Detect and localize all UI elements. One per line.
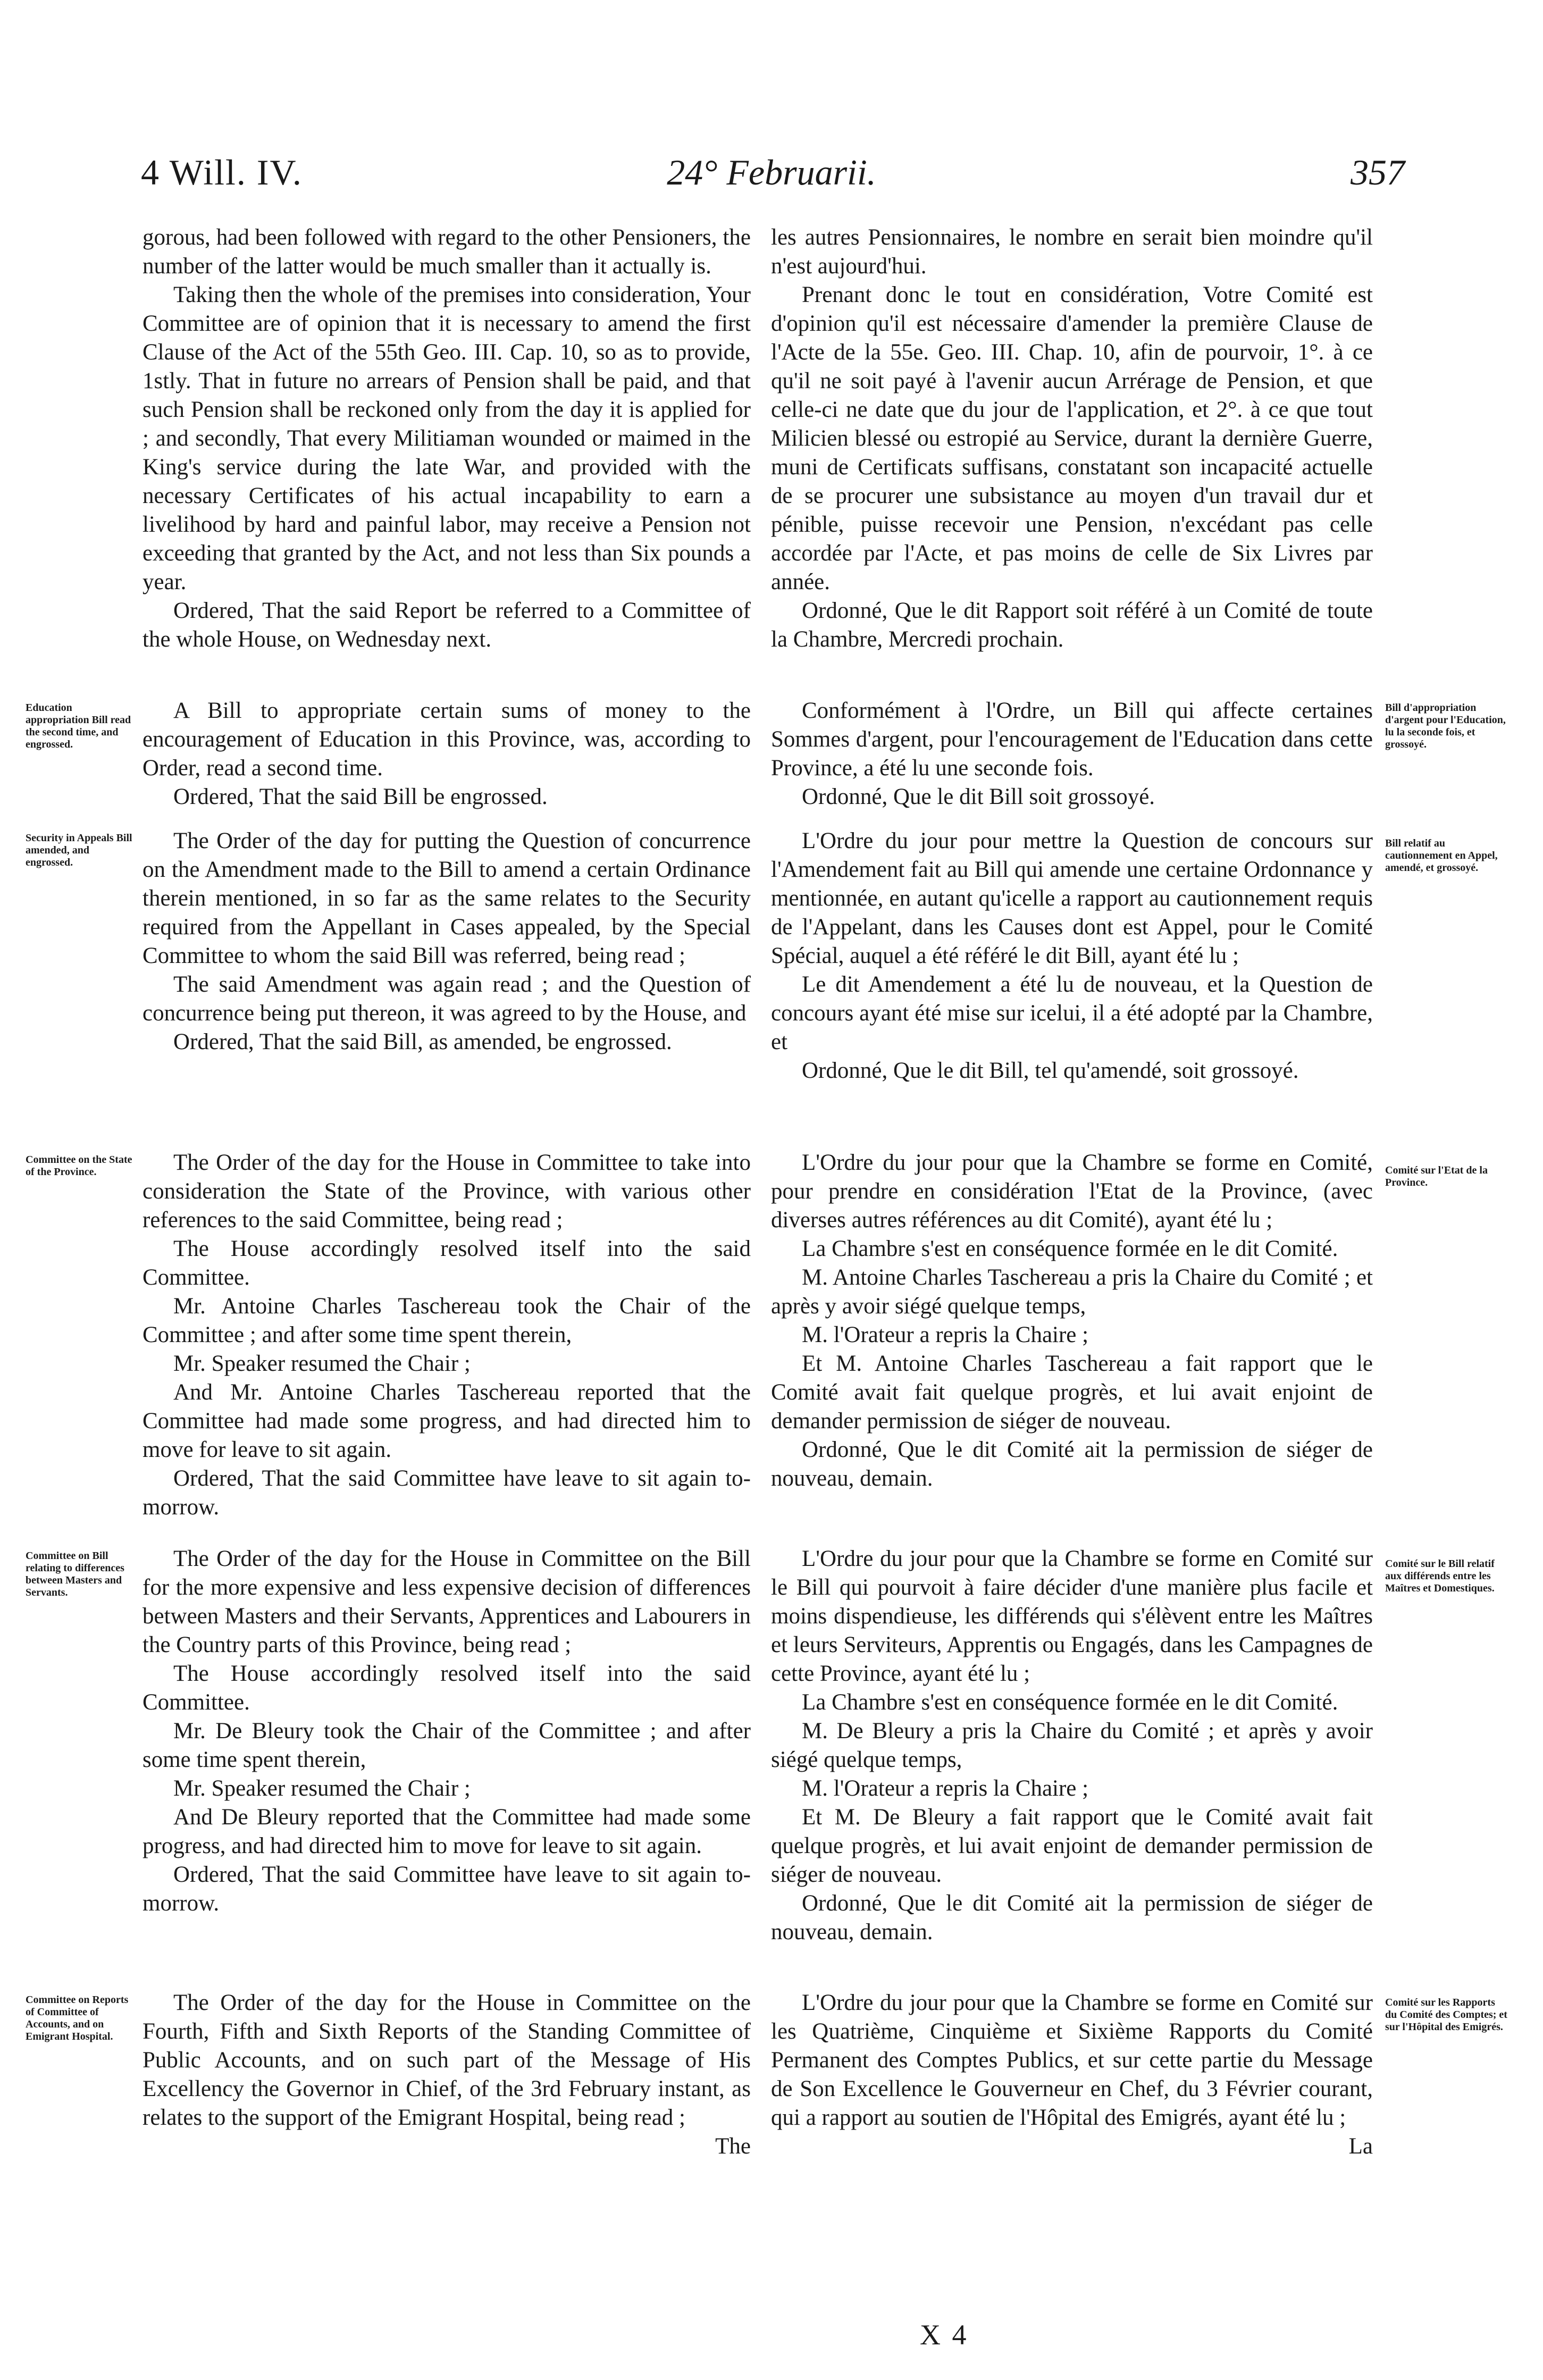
en-paragraph: And Mr. Antoine Charles Taschereau reported that the Committee had made some progress, and had directed him to move for leave to sit again.: [142, 1380, 751, 1462]
fr-paragraph: Ordonné, Que le dit Bill soit grossoyé.: [802, 784, 1155, 809]
en-paragraph: Mr. Antoine Charles Taschereau took the Chair of the Committee ; and after some time spent therein,: [142, 1294, 751, 1347]
regnal-year-header: 4 Will. IV.: [141, 152, 303, 192]
en-paragraph: Ordered, That the said Committee have leave to sit again to-morrow.: [142, 1466, 751, 1520]
fr-paragraph: Ordonné, Que le dit Rapport soit référé à un Comité de toute la Chambre, Mercredi prochain.: [771, 598, 1373, 652]
fr-paragraph: M. Antoine Charles Taschereau a pris la Chaire du Comité ; et après y avoir siégé quelque temps,: [771, 1265, 1373, 1319]
en-paragraph: The House accordingly resolved itself into the said Committee.: [142, 1236, 751, 1290]
en-security-appeals-block: [142, 827, 751, 1057]
fr-report-block: [771, 223, 1373, 654]
signature-mark: X 4: [920, 2319, 969, 2351]
margin-note-right: Comité sur les Rapports du Comité des Comptes; et sur l'Hôpital des Emigrés.: [1385, 1997, 1507, 2033]
fr-education-bill-block: [771, 697, 1373, 811]
margin-note-left: Education appropriation Bill read the second time, and engrossed.: [26, 702, 131, 750]
fr-paragraph: L'Ordre du jour pour mettre la Question de concours sur l'Amendement fait au Bill qui amende une certaine Ordonnance y mentionnée, en autant qu'icelle a rapport au cautionnement requis de l'Appelant, dans les Causes dont est Appel, pour le Comité Spécial, auquel a été référé le dit Bill, ayant été lu ;: [771, 828, 1373, 968]
margin-note-right: Bill relatif au cautionnement en Appel, amendé, et grossoyé.: [1385, 837, 1498, 874]
fr-paragraph: Prenant donc le tout en considération, Votre Comité est d'opinion qu'il est nécessaire d'amender la première Clause de l'Acte de la 55e. Geo. III. Chap. 10, afin de pourvoir, 1°. à ce qu'il ne soit payé à l'avenir aucun Arrérage de Pension, et que celle-ci ne date que du jour de l'application, et 2°. à ce que tout Milicien blessé ou estropié au Service, durant la dernière Guerre, muni de Certificats suffisans, constatant son incapacité actuelle de se procurer une subsistance au moyen d'un travail dur et pénible, puisse recevoir une Pension, n'excédant pas celle accordée par l'Acte, et pas moins de celle de Six Livres par année.: [771, 282, 1373, 594]
fr-paragraph: Ordonné, Que le dit Bill, tel qu'amendé, soit grossoyé.: [802, 1058, 1299, 1083]
en-public-accounts-block: [142, 1989, 751, 2161]
en-paragraph: gorous, had been followed with regard to the other Pensioners, the number of the latter would be much smaller than it actually is.: [142, 225, 751, 279]
fr-paragraph: Et M. De Bleury a fait rapport que le Comité avait fait quelque progrès, et lui avait enjoint de demander permission de siéger de nouveau.: [771, 1805, 1373, 1887]
en-paragraph: The said Amendment was again read ; and the Question of concurrence being put thereon, it was agreed to by the House, and: [142, 972, 751, 1026]
fr-paragraph: Le dit Amendement a été lu de nouveau, et la Question de concours ayant été mise sur icelui, il a été adopté par la Chambre, et: [771, 972, 1373, 1054]
fr-paragraph: Conformément à l'Ordre, un Bill qui affecte certaines Sommes d'argent, pour l'encouragement de l'Education dans cette Province, a été lu une seconde fois.: [771, 698, 1373, 781]
fr-paragraph: L'Ordre du jour pour que la Chambre se forme en Comité, pour prendre en considération l'Etat de la Province, (avec diverses autres références au dit Comité), ayant été lu ;: [771, 1150, 1373, 1233]
en-paragraph: The House accordingly resolved itself into the said Committee.: [142, 1661, 751, 1715]
fr-paragraph: La Chambre s'est en conséquence formée en le dit Comité.: [802, 1690, 1338, 1715]
en-paragraph: The Order of the day for the House in Committee to take into consideration the State of the Province, with various other references to the said Committee, being read ;: [142, 1150, 751, 1233]
fr-security-appeals-block: [771, 827, 1373, 1085]
fr-state-province-block: [771, 1149, 1373, 1493]
en-paragraph: Ordered, That the said Bill be engrossed.: [173, 784, 548, 809]
fr-paragraph: les autres Pensionnaires, le nombre en serait bien moindre qu'il n'est aujourd'hui.: [771, 225, 1373, 279]
fr-public-accounts-block: [771, 1989, 1373, 2161]
fr-paragraph: M. De Bleury a pris la Chaire du Comité ; et après y avoir siégé quelque temps,: [771, 1719, 1373, 1772]
fr-paragraph: La Chambre s'est en conséquence formée en le dit Comité.: [802, 1236, 1338, 1261]
en-paragraph: A Bill to appropriate certain sums of money to the encouragement of Education in this Province, was, according to Order, read a second time.: [142, 698, 751, 781]
en-paragraph: The Order of the day for the House in Committee on the Bill for the more expensive and less expensive decision of differences between Masters and their Servants, Apprentices and Labourers in the Country parts of this Province, being read ;: [142, 1546, 751, 1657]
date-header: 24° Februarii.: [667, 152, 876, 192]
margin-note-right: Comité sur l'Etat de la Province.: [1385, 1164, 1488, 1188]
fr-paragraph: M. l'Orateur a repris la Chaire ;: [802, 1322, 1089, 1347]
en-paragraph: Mr. Speaker resumed the Chair ;: [173, 1776, 471, 1801]
en-paragraph: The Order of the day for the House in Committee on the Fourth, Fifth and Sixth Reports of the Standing Committee of Public Accounts, and on such part of the Message of His Excellency the Governor in Chief, of the 3rd February instant, as relates to the support of the Emigrant Hospital, being read ;: [142, 1990, 751, 2130]
fr-catchword: La: [1348, 2134, 1373, 2159]
fr-paragraph: L'Ordre du jour pour que la Chambre se forme en Comité sur le Bill qui pourvoit à faire décider d'une manière plus facile et moins dispendieuse, les différends qui s'élèvent entre les Maîtres et leurs Serviteurs, Apprentis ou Engagés, dans les Campagnes de cette Province, ayant été lu ;: [771, 1546, 1373, 1686]
fr-paragraph: L'Ordre du jour pour que la Chambre se forme en Comité sur les Quatrième, Cinquième et Sixième Rapports du Comité Permanent des Comptes Publics, et sur cette partie du Message de Son Excellence le Gouverneur en Chef, du 3 Février courant, qui a rapport au soutien de l'Hôpital des Emigrés, ayant été lu ;: [771, 1990, 1373, 2130]
en-catchword: The: [715, 2134, 751, 2159]
en-paragraph: And De Bleury reported that the Committee had made some progress, and had directed him to move for leave to sit again.: [142, 1805, 751, 1858]
en-paragraph: Mr. Speaker resumed the Chair ;: [173, 1351, 471, 1376]
en-paragraph: Taking then the whole of the premises into consideration, Your Committee are of opinion that it is necessary to amend the first Clause of the Act of the 55th Geo. III. Cap. 10, so as to provide, 1stly. That in future no arrears of Pension shall be paid, and that such Pension shall be reckoned only from the day it is applied for ; and secondly, That every Militiaman wounded or maimed in the King's service during the late War, and provided with the necessary Certificates of his actual incapability to earn a livelihood by hard and painful labor, may receive a Pension not exceeding that granted by the Act, and not less than Six pounds a year.: [142, 282, 751, 594]
en-state-province-block: [142, 1149, 751, 1522]
margin-note-left: Committee on Bill relating to differences between Masters and Servants.: [26, 1550, 124, 1598]
fr-paragraph: Ordonné, Que le dit Comité ait la permission de siéger de nouveau, demain.: [771, 1437, 1373, 1491]
fr-paragraph: M. l'Orateur a repris la Chaire ;: [802, 1776, 1089, 1801]
margin-note-left: Security in Appeals Bill amended, and engrossed.: [26, 832, 132, 868]
fr-masters-servants-block: [771, 1545, 1373, 1947]
en-paragraph: Mr. De Bleury took the Chair of the Committee ; and after some time spent therein,: [142, 1719, 751, 1772]
margin-note-left: Committee on Reports of Committee of Accounts, and on Emigrant Hospital.: [26, 1994, 129, 2042]
en-paragraph: Ordered, That the said Committee have leave to sit again to-morrow.: [142, 1862, 751, 1916]
margin-note-right: Comité sur le Bill relatif aux différends entre les Maîtres et Domestiques.: [1385, 1558, 1495, 1594]
en-paragraph: The Order of the day for putting the Question of concurrence on the Amendment made to the Bill to amend a certain Ordinance therein mentioned, in so far as the same relates to the Security required from the Appellant in Cases appealed, by the Special Committee to whom the said Bill was referred, being read ;: [142, 828, 751, 968]
page-number: 357: [1351, 152, 1405, 192]
fr-paragraph: Et M. Antoine Charles Taschereau a fait rapport que le Comité avait fait quelque progrès, et lui avait enjoint de demander permission de siéger de nouveau.: [771, 1351, 1373, 1434]
en-education-bill-block: [142, 697, 751, 811]
en-report-block: [142, 223, 751, 654]
en-paragraph: Ordered, That the said Report be referred to a Committee of the whole House, on Wednesday next.: [142, 598, 751, 652]
margin-note-left: Committee on the State of the Province.: [26, 1154, 132, 1178]
fr-paragraph: Ordonné, Que le dit Comité ait la permission de siéger de nouveau, demain.: [771, 1891, 1373, 1945]
en-paragraph: Ordered, That the said Bill, as amended, be engrossed.: [173, 1029, 672, 1054]
margin-note-right: Bill d'appropriation d'argent pour l'Education, lu la seconde fois, et grossoyé.: [1385, 702, 1506, 750]
en-masters-servants-block: [142, 1545, 751, 1918]
